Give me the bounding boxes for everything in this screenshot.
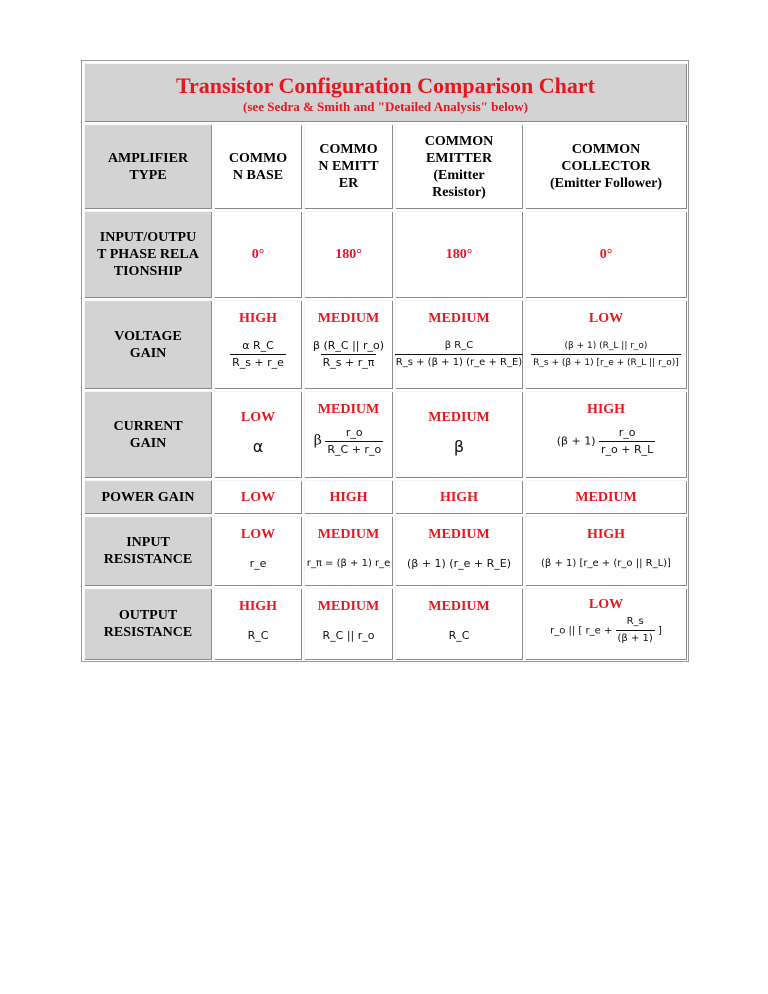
current-gain-value: HIGH <box>586 402 626 417</box>
output-resistance-value: HIGH <box>238 599 278 614</box>
phase-cell <box>394 210 524 299</box>
power-gain-value: MEDIUM <box>575 489 637 505</box>
row-label-output-resistance <box>83 587 213 661</box>
current-gain-label: CURRENT GAIN <box>113 418 183 451</box>
input-resistance-formula: r_π = (β + 1) r_e <box>306 558 391 569</box>
voltage-gain-value: HIGH <box>238 311 278 326</box>
output-resistance-cell <box>303 587 394 661</box>
input-resistance-label: INPUT RESISTANCE <box>103 535 193 567</box>
input-resistance-cell <box>394 515 524 587</box>
header-label: AMPLIFIER TYPE <box>107 150 189 183</box>
output-resistance-formula: R_C || r_o <box>322 629 375 642</box>
voltage-gain-value: LOW <box>588 311 624 326</box>
input-resistance-value: LOW <box>240 527 276 542</box>
header-common-emitter-resistor <box>394 123 524 210</box>
phase-value: 0° <box>251 247 265 262</box>
output-resistance-cell <box>394 587 524 661</box>
input-resistance-value: MEDIUM <box>317 527 380 542</box>
page-subtitle: (see Sedra & Smith and "Detailed Analysis" below) <box>243 98 528 114</box>
current-gain-cell <box>303 390 394 479</box>
power-gain-value: LOW <box>240 489 276 505</box>
output-resistance-label: OUTPUT RESISTANCE <box>103 608 193 640</box>
header-col-common-base: COMMON BASE <box>228 150 288 183</box>
current-gain-formula: β <box>453 437 465 456</box>
current-gain-cell <box>524 390 688 479</box>
input-resistance-value: HIGH <box>586 527 626 542</box>
current-gain-cell <box>213 390 303 479</box>
row-label-phase <box>83 210 213 299</box>
header-common-base <box>213 123 303 210</box>
current-gain-cell <box>394 390 524 479</box>
power-gain-cell <box>394 479 524 515</box>
power-gain-label: POWER GAIN <box>101 489 195 505</box>
phase-value: 180° <box>335 247 362 262</box>
header-col-common-collector: COMMON COLLECTOR (Emitter Follower) <box>549 142 663 191</box>
phase-cell <box>303 210 394 299</box>
input-resistance-formula: (β + 1) (r_e + R_E) <box>407 557 511 570</box>
title-cell <box>83 62 688 123</box>
phase-value: 0° <box>599 247 613 262</box>
power-gain-cell <box>524 479 688 515</box>
voltage-gain-cell <box>524 299 688 390</box>
current-gain-formula: β $\frac{r\_o}{R\_C + r\_o}$ <box>313 426 382 456</box>
header-col-common-emitter-resistor: COMMON EMITTER (Emitter Resistor) <box>424 133 494 200</box>
input-resistance-formula: r_e <box>249 557 267 570</box>
power-gain-cell <box>303 479 394 515</box>
output-resistance-cell <box>524 587 688 661</box>
output-resistance-value: LOW <box>588 597 624 612</box>
voltage-gain-formula: $\frac{\beta (R\_C || r\_o)}{R\_s + r\_\pi}$ <box>312 339 385 369</box>
voltage-gain-cell <box>213 299 303 390</box>
power-gain-value: HIGH <box>439 489 479 505</box>
voltage-gain-value: MEDIUM <box>317 311 380 326</box>
phase-cell <box>524 210 688 299</box>
voltage-gain-label: VOLTAGE GAIN <box>114 328 182 361</box>
input-resistance-cell <box>524 515 688 587</box>
row-label-input-resistance <box>83 515 213 587</box>
power-gain-value: HIGH <box>329 489 368 505</box>
output-resistance-cell <box>213 587 303 661</box>
input-resistance-cell <box>213 515 303 587</box>
comparison-chart-table <box>81 60 689 662</box>
row-label-voltage-gain <box>83 299 213 390</box>
current-gain-value: LOW <box>240 410 276 425</box>
output-resistance-formula: r_o || [ r_e + $\frac{R\_s}{(\beta + 1)}$ ] <box>550 616 662 644</box>
output-resistance-formula: R_C <box>448 629 470 642</box>
output-resistance-value: MEDIUM <box>317 599 380 614</box>
current-gain-formula: α <box>252 437 264 456</box>
current-gain-value: MEDIUM <box>428 410 490 425</box>
voltage-gain-cell <box>394 299 524 390</box>
voltage-gain-value: MEDIUM <box>428 311 490 326</box>
phase-value: 180° <box>445 247 473 262</box>
voltage-gain-formula: $\frac{\text{α R\_C}}{R\_s + r\_e}$ <box>232 339 284 369</box>
power-gain-cell <box>213 479 303 515</box>
current-gain-formula: (β + 1) $\frac{r\_o}{r\_o + R\_L}$ <box>556 426 654 456</box>
output-resistance-formula: R_C <box>247 629 269 642</box>
phase-cell <box>213 210 303 299</box>
row-label-current-gain <box>83 390 213 479</box>
voltage-gain-formula: $\frac{\text{β R\_C}}{R\_s + (\beta + 1) (r\_e + R\_E)}$ <box>395 340 523 368</box>
header-common-emitter <box>303 123 394 210</box>
voltage-gain-cell <box>303 299 394 390</box>
header-amplifier-type <box>83 123 213 210</box>
output-resistance-value: MEDIUM <box>428 599 490 614</box>
row-label-power-gain <box>83 479 213 515</box>
input-resistance-value: MEDIUM <box>428 527 490 542</box>
header-common-collector <box>524 123 688 210</box>
input-resistance-formula: (β + 1) [r_e + (r_o || R_L)] <box>541 558 671 569</box>
page-title: Transistor Configuration Comparison Chart <box>175 72 596 98</box>
phase-label: INPUT/OUTPUT PHASE RELATIONSHIP <box>97 230 199 279</box>
voltage-gain-formula: $\frac{(\beta + 1) (R\_L || r\_o)}{R\_s + (\beta + 1) [r\_e + (R\_L || r\_o)]}$ <box>533 341 679 368</box>
header-col-common-emitter: COMMON EMITTER <box>318 142 379 191</box>
input-resistance-cell <box>303 515 394 587</box>
current-gain-value: MEDIUM <box>317 402 380 417</box>
